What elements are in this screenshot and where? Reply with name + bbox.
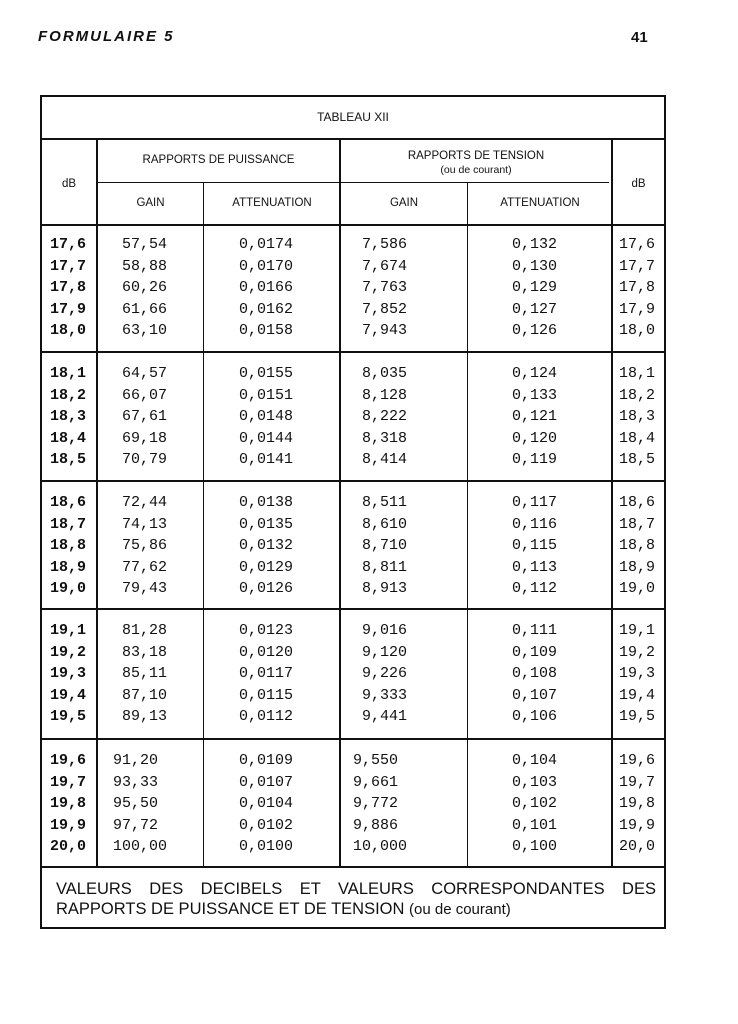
header-power-group: RAPPORTS DE PUISSANCE	[142, 154, 295, 166]
block-1-voltage-gain: 7,586 7,674 7,763 7,852 7,943	[362, 236, 408, 339]
block-3-voltage-gain: 8,511 8,610 8,710 8,811 8,913	[362, 494, 408, 597]
table-title: TABLEAU XII	[317, 110, 389, 124]
rule-block-3	[42, 608, 664, 610]
block-2-power-attenuation: 0,0155 0,0151 0,0148 0,0144 0,0141	[239, 365, 294, 468]
block-3-db-left: 18,6 18,7 18,8 18,9 19,0	[50, 494, 87, 597]
block-5-db-right: 19,6 19,7 19,8 19,9 20,0	[619, 752, 656, 855]
rule-block-2	[42, 480, 664, 482]
block-4-voltage-gain: 9,016 9,120 9,226 9,333 9,441	[362, 622, 408, 725]
block-2-power-gain: 64,57 66,07 67,61 69,18 70,79	[122, 365, 168, 468]
block-5-voltage-attenuation: 0,104 0,103 0,102 0,101 0,100	[512, 752, 558, 855]
header-db-right: dB	[631, 178, 646, 190]
block-5-voltage-gain: 9,550 9,661 9,772 9,886 10,000	[353, 752, 408, 855]
page-header-left: FORMULAIRE 5	[38, 28, 175, 45]
header-power-gain: GAIN	[136, 197, 165, 209]
rule-under-header	[42, 224, 664, 226]
rule-block-1	[42, 351, 664, 353]
block-4-power-gain: 81,28 83,18 85,11 87,10 89,13	[122, 622, 168, 725]
page-number: 41	[631, 29, 648, 46]
block-2-voltage-gain: 8,035 8,128 8,222 8,318 8,414	[362, 365, 408, 468]
block-3-voltage-attenuation: 0,117 0,116 0,115 0,113 0,112	[512, 494, 558, 597]
caption-main: VALEURS DES DECIBELS ET VALEURS CORRESPONDANTES DES RAPPORTS DE PUISSANCE ET DE TENSION	[56, 880, 656, 918]
rule-under-groups	[97, 182, 609, 183]
rule-under-title	[42, 138, 664, 140]
block-2-db-right: 18,1 18,2 18,3 18,4 18,5	[619, 365, 656, 468]
block-2-db-left: 18,1 18,2 18,3 18,4 18,5	[50, 365, 87, 468]
col-rule-center	[339, 138, 341, 867]
col-rule-voltage-mid	[467, 182, 468, 866]
block-3-power-attenuation: 0,0138 0,0135 0,0132 0,0129 0,0126	[239, 494, 294, 597]
header-voltage-attenuation: ATTENUATION	[500, 197, 580, 209]
block-4-db-left: 19,1 19,2 19,3 19,4 19,5	[50, 622, 87, 725]
block-1-db-right: 17,6 17,7 17,8 17,9 18,0	[619, 236, 656, 339]
block-3-power-gain: 72,44 74,13 75,86 77,62 79,43	[122, 494, 168, 597]
block-4-db-right: 19,1 19,2 19,3 19,4 19,5	[619, 622, 656, 725]
col-rule-db-left	[96, 138, 98, 867]
caption-paren: (ou de courant)	[409, 901, 511, 918]
block-1-db-left: 17,6 17,7 17,8 17,9 18,0	[50, 236, 87, 339]
block-5-power-attenuation: 0,0109 0,0107 0,0104 0,0102 0,0100	[239, 752, 294, 855]
rule-block-4	[42, 738, 664, 740]
header-voltage-gain: GAIN	[389, 197, 419, 209]
header-db-left: dB	[61, 178, 77, 190]
block-3-db-right: 18,6 18,7 18,8 18,9 19,0	[619, 494, 656, 597]
block-4-voltage-attenuation: 0,111 0,109 0,108 0,107 0,106	[512, 622, 558, 725]
col-rule-power-mid	[203, 182, 204, 866]
block-5-db-left: 19,6 19,7 19,8 19,9 20,0	[50, 752, 87, 855]
col-rule-db-right	[611, 138, 613, 867]
table-caption	[56, 879, 656, 920]
header-power-attenuation: ATTENUATION	[232, 197, 312, 209]
data-table	[40, 95, 666, 929]
block-1-voltage-attenuation: 0,132 0,130 0,129 0,127 0,126	[512, 236, 558, 339]
rule-above-caption	[42, 866, 664, 868]
block-2-voltage-attenuation: 0,124 0,133 0,121 0,120 0,119	[512, 365, 558, 468]
block-1-power-gain: 57,54 58,88 60,26 61,66 63,10	[122, 236, 168, 339]
header-voltage-group: RAPPORTS DE TENSION	[407, 150, 545, 162]
block-4-power-attenuation: 0,0123 0,0120 0,0117 0,0115 0,0112	[239, 622, 294, 725]
header-voltage-sub: (ou de courant)	[440, 164, 512, 176]
block-5-power-gain: 91,20 93,33 95,50 97,72 100,00	[113, 752, 168, 855]
block-1-power-attenuation: 0,0174 0,0170 0,0166 0,0162 0,0158	[239, 236, 294, 339]
